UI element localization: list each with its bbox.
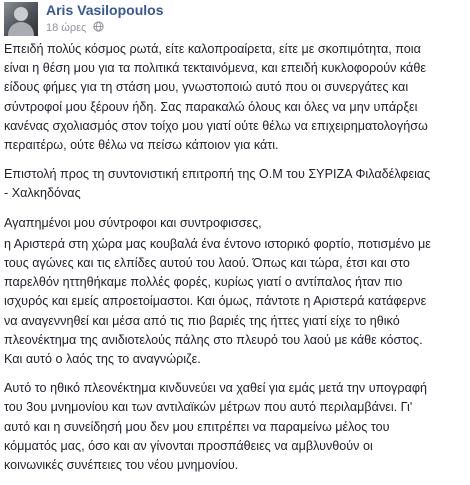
post-meta [46,21,104,36]
post-paragraph-letter-title: Επιστολή προς τη συντονιστική επιτροπή της Ο.Μ του ΣΥΡΙΖΑ Φιλαδέλφειας - Χαλκηδόνας [4,167,431,201]
author-name[interactable]: Aris Vasilopoulos [46,2,164,18]
post-body [4,40,466,485]
post-paragraph-intro: Επειδή πολύς κόσμος ρωτά, είτε καλοπροαίρετα, είτε με σκοπιμότητα, ποια είναι η θέση μου για τα πολιτικά τεκταινόμενα, και επειδή κυκλοφορούν κάθε είδους φήμες για τη στάση μου, γνωστοποιώ αυτό που οι συνεργάτες και σύντροφοί μου ξέρουν ήδη. Σας παρακαλώ όλους και όλες να μην υπάρξει κανένας σχολιασμός στον τοίχο μου γιατί ούτε θέλω να επιχειρηματολογήσω περαιτέρω, ούτε θέλω να πείσω κάποιον για κάτι. [4,42,428,153]
post-paragraph-greeting: Αγαπημένοι μου σύντροφοι και συντροφισσες, [4,215,262,230]
post-paragraph-decision: Αυτό το ηθικό πλεονέκτημα κινδυνεύει να χαθεί για εμάς μετά την υπογραφή του 3ου μνημονίου και των αντιλαϊκών μέτρων που αυτό περιλαμβάνει. Γι' αυτό και η συνείδησή μου δεν μου επιτρέπει να παραμείνω μέλος του κόμματός μας, όσο και αν γίνονται προσπάθειες να αμβλυνθούν οι κοινωνικές συνέπειες του νέου μνημονίου. [4,381,428,473]
avatar-shoulders-shape [8,22,34,36]
globe-icon[interactable] [93,21,104,36]
post-header [4,2,464,36]
avatar-head-shape [14,7,28,21]
avatar[interactable] [4,2,38,36]
post-paragraph-history: η Αριστερά στη χώρα μας κουβαλά ένα έντονο ιστορικό φορτίο, ποτισμένο με τους αγώνες και τις ελπίδες αυτού του λαού. Όπως και τώρα, έτσι και στο παρελθόν ηττηθήκαμε πολλές φορές, κυρίως γιατί ο αντίπαλος ήταν πιο ισχυρός και εμείς απροετοίμαστοι. Και όμως, πάντοτε η Αριστερά κατάφερνε να αναγεννηθεί και μέσα από τις πιο βαριές της ήττες γιατί είχε το ηθικό πλεονέκτημα της ανιδιοτελούς πάλης στο πλευρό του λαού με κάθε κόστος. Και αυτό ο λαός της το αναγνώριζε. [4,236,431,367]
post-timestamp[interactable]: 18 ώρες [46,22,87,34]
